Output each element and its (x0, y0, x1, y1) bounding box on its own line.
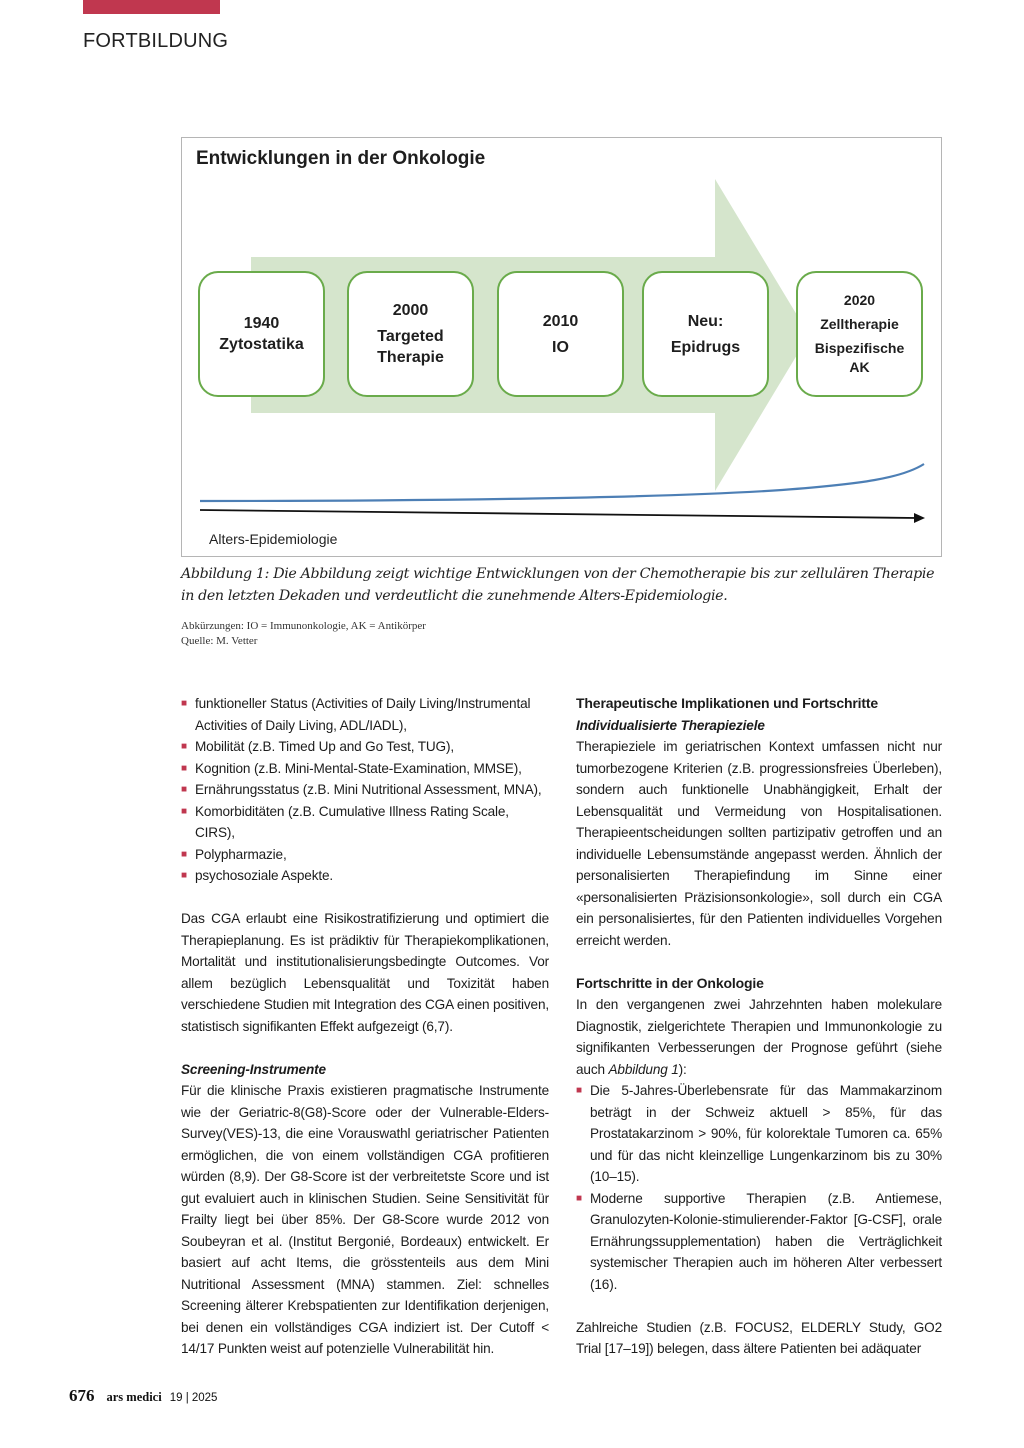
figure-caption: Abbildung 1: Die Abbildung zeigt wichtige Entwicklungen von der Chemotherapie bis zur zellulären Therapie in den letzten Dekaden und verdeutlicht die zunehmende Alters-Epidemiologie. (181, 566, 935, 604)
bullet-icon: ■ (181, 698, 187, 709)
section-accent-bar (83, 0, 220, 14)
timeline-box-1940 (198, 271, 325, 397)
time-axis-line (200, 510, 917, 518)
bullet-icon: ■ (576, 1192, 582, 1204)
issue-number: 19 | 2025 (169, 1392, 218, 1404)
timeline-label: AK (849, 359, 870, 375)
figure-notes (181, 619, 426, 649)
list-item (181, 736, 549, 758)
timeline-year: 2010 (542, 312, 579, 330)
figure-title: Entwicklungen in der Onkologie (196, 148, 486, 169)
timeline-box-2000 (347, 271, 474, 397)
timeline-year: 1940 (243, 315, 280, 332)
timeline-label: Epidrugs (670, 338, 741, 356)
screening-subheading: Screening-Instrumente (181, 1061, 326, 1077)
progress-heading: Fortschritte in der Onkologie (576, 974, 764, 991)
progress-text-end: ): (678, 1061, 687, 1077)
bullet-icon: ■ (576, 1085, 582, 1096)
page-number: 676 (69, 1386, 95, 1405)
list-item (181, 779, 549, 801)
timeline-year: 2000 (392, 302, 429, 319)
figure-reference: Abbildung 1 (608, 1061, 679, 1077)
list-item-text: Ernährungsstatus (z.B. Mini Nutritional Assessment, MNA), (195, 782, 542, 797)
bullet-icon: ■ (181, 848, 187, 860)
assessment-list (181, 693, 549, 887)
progress-text: In den vergangenen zwei Jahrzehnten haben molekulare Diagnostik, zielgerichtete Therapien und Immunonkologie zu signifikanten Verbesserungen der Prognose geführt (siehe auch (576, 997, 942, 1077)
cga-paragraph: Das CGA erlaubt eine Risikostratifizierung und optimiert die Therapieplanung. Es ist prädiktiv für Therapiekomplikationen, Mortalität und institutionalisierungsbedingte Outcomes. Vor allem bezüglich Lebensqualität und Toxizität haben verschiedene Studien mit Integration des CGA einen positiven, statistisch signifikanten Effekt aufgezeigt (6,7). (181, 911, 549, 1034)
progress-list (576, 1080, 942, 1295)
timeline-label: Zytostatika (219, 336, 304, 353)
magazine-name: ars medici (106, 1390, 162, 1404)
page-footer (69, 1386, 217, 1406)
implications-heading: Therapeutische Implikationen und Fortschritte (576, 695, 879, 711)
list-item-text: Moderne supportive Therapien (z.B. Antiemese, Granulozyten-Kolonie-stimulierender-Faktor [G-CSF], orale Ernährungssupplementation) haben die Verträglichkeit systemischer Therapien auch im höheren Alter verbessert (16). (590, 1190, 942, 1292)
progress-paragraph (576, 994, 942, 1080)
therapy-goals-subheading: Individualisierte Therapieziele (576, 717, 765, 733)
timeline-year: 2020 (843, 292, 876, 308)
bullet-icon: ■ (181, 784, 187, 795)
list-item (181, 801, 549, 844)
list-item-text: funktioneller Status (Activities of Daily Living/Instrumental Activities of Daily Living, ADL/IADL), (195, 696, 531, 733)
timeline-year: Neu: (687, 312, 724, 330)
list-item (181, 758, 549, 780)
timeline-label: Bispezifische (814, 340, 905, 356)
timeline-label: Therapie (377, 349, 444, 366)
list-item (181, 693, 549, 736)
bullet-icon: ■ (181, 741, 187, 752)
figure-oncology-timeline (181, 137, 942, 557)
source-note: Quelle: M. Vetter (181, 635, 258, 647)
right-column (576, 693, 942, 1360)
list-item-text: Mobilität (z.B. Timed Up and Go Test, TUG), (195, 739, 454, 754)
screening-paragraph: Für die klinische Praxis existieren pragmatische Instrumente wie der Geriatric-8(G8)-Score oder der Vulnerable-Elders-Survey(VES)-13, die eine Vorauswathl geriatrischer Patienten ermöglichen, die von einem vollständigen CGA profitieren würden (8,9). Der G8-Score ist der verbreitetste Score und ist gut evaluiert auch in klinischen Studien. Seine Sensitivität für Frailty liegt bei über 85%. Der G8-Score wurde 2012 von Soubeyran et al. (Institut Bergonié, Bordeaux) entwickelt. Er basiert auf acht Items, die grösstenteils aus dem Mini Nutritional Assessment (MNA) stammen. Ziel: schnelles Screening älterer Krebspatienten zur Identifikation derjenigen, bei denen ein vollständiges CGA indiziert ist. Der Cutoff < 14/17 Punkten weist auf potenzielle Vulnerabilität hin. (181, 1083, 549, 1356)
studies-paragraph: Zahlreiche Studien (z.B. FOCUS2, ELDERLY Study, GO2 Trial [17–19]) belegen, dass ältere Patienten bei adäquater (576, 1319, 942, 1356)
therapy-goals-paragraph: Therapieziele im geriatrischen Kontext umfassen nicht nur tumorbezogene Kriterien (z.B. progressionsfreies Überleben), sondern auch funktionelle Unabhängigkeit, Erhalt der Lebensqualität und Vermeidung von Hospitalisationen. Therapieentscheidungen sollten partizipativ getroffen und an individuelle Lebensumstände angepasst werden. Ähnlich der personalisierten Therapiefindung im Sinne einer «personalisierten Präzisionsonkologie», soll durch ein CGA ein personalisiertes, für den Patienten individuelles Vorgehen erreicht werden. (576, 739, 942, 948)
list-item (576, 1188, 942, 1296)
epidemiology-label: Alters-Epidemiologie (209, 531, 338, 547)
left-column (181, 693, 549, 1360)
timeline-label: IO (552, 338, 569, 356)
bullet-icon: ■ (181, 870, 187, 881)
list-item-text: Komorbiditäten (z.B. Cumulative Illness Rating Scale, CIRS), (195, 803, 509, 840)
list-item (181, 844, 549, 866)
timeline-box-epidrugs (642, 271, 769, 397)
list-item-text: psychosoziale Aspekte. (195, 868, 334, 883)
age-epidemiology-curve (200, 464, 924, 501)
list-item-text: Kognition (z.B. Mini-Mental-State-Examination, MMSE), (195, 760, 522, 776)
list-item-text: Polypharmazie, (195, 846, 287, 862)
bullet-icon: ■ (181, 805, 187, 817)
abbreviations-note: Abkürzungen: IO = Immunonkologie, AK = Antikörper (181, 620, 426, 632)
timeline-box-2010 (497, 271, 624, 397)
list-item (576, 1080, 942, 1188)
timeline-label: Targeted (377, 328, 444, 345)
list-item-text: Die 5-Jahres-Überlebensrate für das Mammakarzinom beträgt in der Schweiz aktuell > 85%, für das Prostatakarzinom > 90%, für kolorektale Tumoren ca. 65% und für das nicht kleinzellige Lungenkarzinom bis zu 30% (10–15). (590, 1083, 942, 1184)
section-label: FORTBILDUNG (83, 30, 229, 52)
timeline-label: Zelltherapie (820, 316, 899, 332)
timeline-box-2020 (796, 271, 923, 397)
list-item (181, 865, 549, 887)
bullet-icon: ■ (181, 762, 187, 774)
time-axis-arrowhead-icon (914, 513, 925, 523)
